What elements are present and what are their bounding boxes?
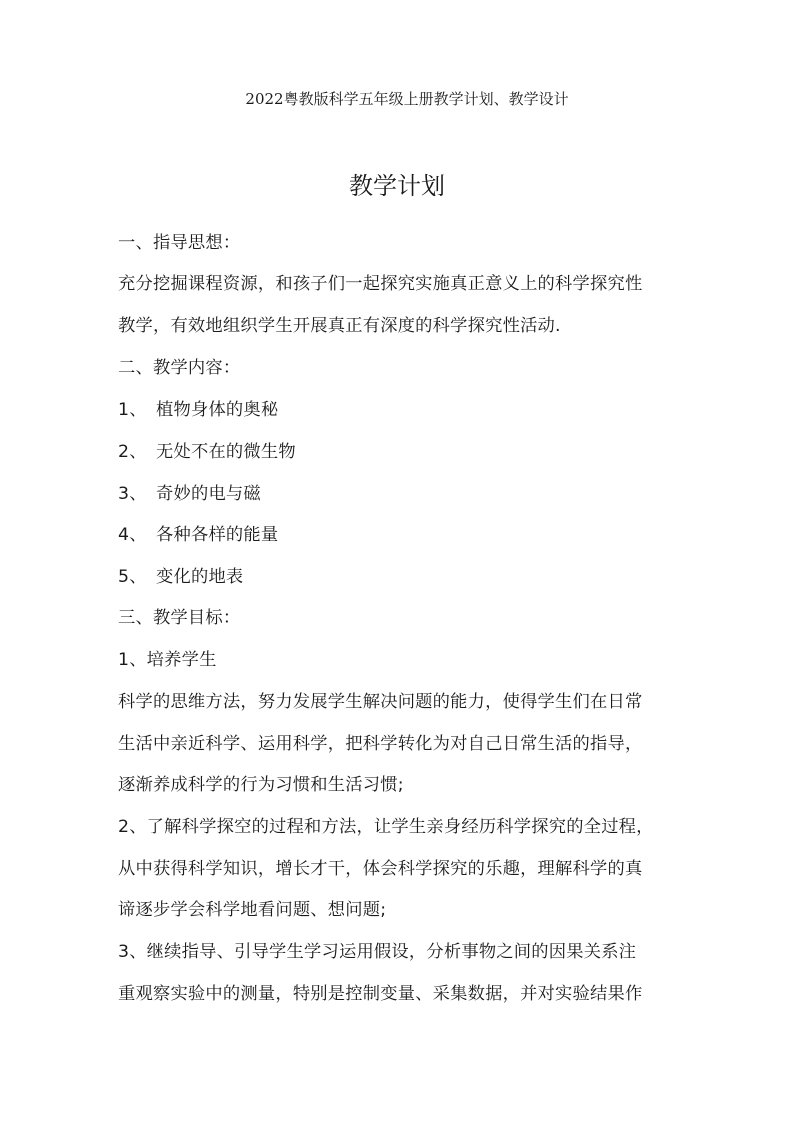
heading-teaching-content: 二、教学内容： bbox=[118, 358, 241, 378]
list-item-number: 3、 bbox=[118, 484, 147, 504]
list-item-text: 植物身体的奥秘 bbox=[156, 400, 279, 420]
paragraph-line: 教学，有效地组织学生开展真正有深度的科学探究性活动. bbox=[118, 316, 561, 336]
list-item bbox=[118, 482, 261, 506]
list-item-number: 2、 bbox=[118, 442, 147, 462]
list-item-number: 5、 bbox=[118, 567, 147, 587]
list-item-text: 奇妙的电与磁 bbox=[156, 484, 261, 504]
list-item-text: 变化的地表 bbox=[156, 567, 244, 587]
heading-teaching-goals: 三、教学目标： bbox=[118, 608, 241, 628]
list-item-text: 各种各样的能量 bbox=[156, 525, 279, 545]
list-item-number: 1、 bbox=[118, 400, 147, 420]
paragraph-line: 逐渐养成科学的行为习惯和生活习惯; bbox=[118, 775, 404, 795]
paragraph-line: 充分挖掘课程资源，和孩子们一起探究实施真正意义上的科学探究性 bbox=[118, 274, 643, 294]
goal-title: 1、培养学生 bbox=[118, 650, 217, 670]
document-title: 2022粤教版科学五年级上册教学计划、教学设计 bbox=[245, 90, 569, 108]
section-title: 教学计划 bbox=[349, 172, 445, 200]
paragraph-line: 生活中亲近科学、运用科学，把科学转化为对自己日常生活的指导， bbox=[118, 734, 643, 754]
paragraph-line: 谛逐步学会科学地看问题、想问题; bbox=[118, 900, 387, 920]
list-item bbox=[118, 398, 278, 422]
paragraph-line: 科学的思维方法，努力发展学生解决问题的能力，使得学生们在日常 bbox=[118, 692, 643, 712]
paragraph-line: 从中获得科学知识，增长才干，体会科学探究的乐趣，理解科学的真 bbox=[118, 859, 643, 879]
list-item bbox=[118, 565, 243, 589]
heading-guiding-ideology: 一、指导思想： bbox=[118, 233, 241, 253]
paragraph-line: 重观察实验中的测量，特别是控制变量、采集数据，并对实验结果作 bbox=[118, 984, 643, 1004]
list-item bbox=[118, 523, 278, 547]
paragraph-line: 2、了解科学探空的过程和方法，让学生亲身经历科学探究的全过程， bbox=[118, 817, 654, 837]
list-item bbox=[118, 440, 296, 464]
list-item-text: 无处不在的微生物 bbox=[156, 442, 296, 462]
list-item-number: 4、 bbox=[118, 525, 147, 545]
paragraph-line: 3、继续指导、引导学生学习运用假设，分析事物之间的因果关系注 bbox=[118, 942, 637, 962]
